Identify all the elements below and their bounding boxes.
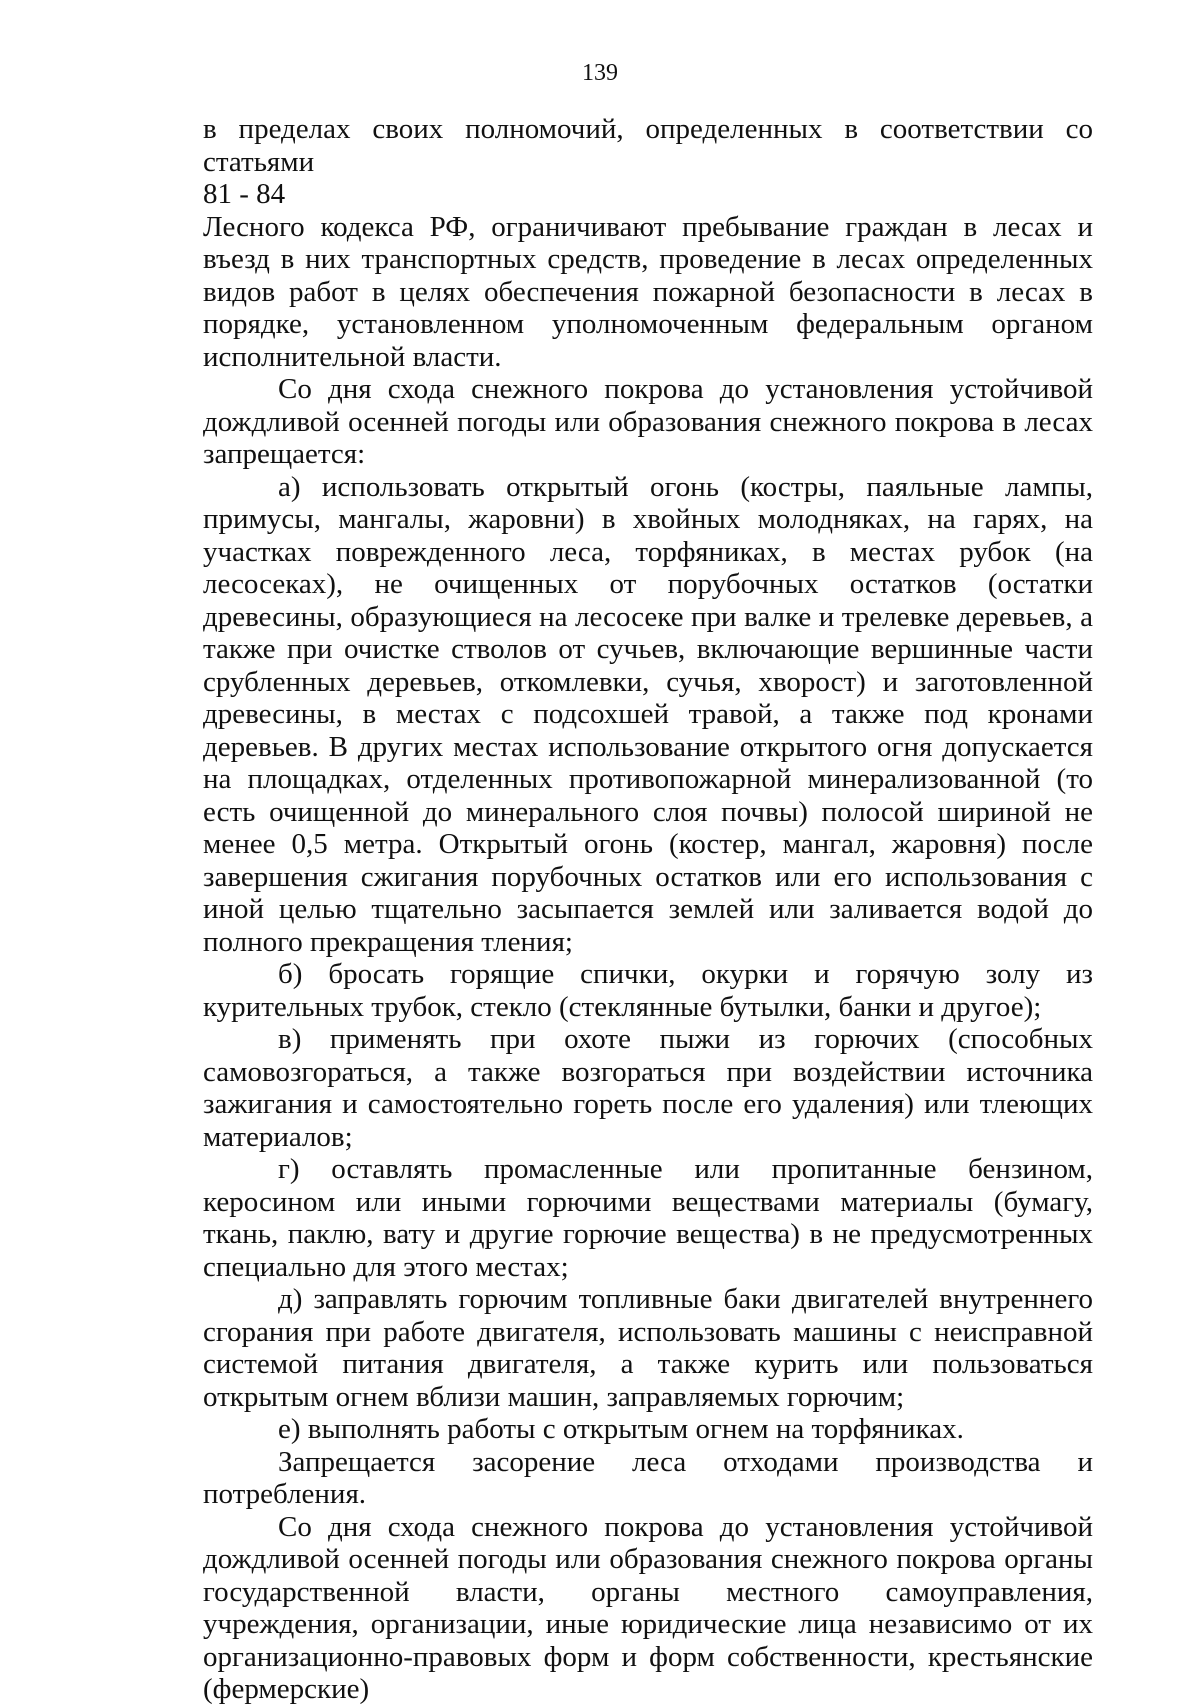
list-item-e: е) выполнять работы с открытым огнем на торфяниках. [278,1413,964,1445]
paragraph: Запрещается засорение леса отходами производства и потребления. [203,1445,1093,1510]
page-number: 139 [582,60,618,86]
paragraph-continuation [203,113,1093,211]
list-item-a: а) использовать открытый огонь (костры, паяльные лампы, примусы, мангалы, жаровни) в хвойных молодняках, на гарях, на участках поврежденного леса, торфяниках, в местах рубок (на лесосеках), не очищенных от порубочных остатков (остатки древесины, образующиеся на лесосеке при валке и трелевке деревьев, а также при очистке стволов от сучьев, включающие вершинные части срубленных деревьев, откомлевки, сучья, хворост) и заготовленной древесины, в местах с подсохшей травой, а также под кронами деревьев. В других местах использование открытого огня допускается на площадках, отделенных противопожарной минерализованной (то есть очищенной до минерального слоя почвы) полосой шириной не менее 0,5 метра. Открытый огонь (костер, мангал, жаровня) после завершения сжигания порубочных остатков или его использования с иной целью тщательно засыпается землей или заливается водой до полного прекращения тления; [203,470,1093,958]
list-item-v: в) применять при охоте пыжи из горючих (способных самовозгораться, а также возгораться при воздействии источника зажигания и самостоятельно гореть после его удаления) или тлеющих материалов; [203,1023,1093,1153]
list-item-d: д) заправлять горючим топливные баки двигателей внутреннего сгорания при работе двигателя, использовать машины с неисправной системой питания двигателя, а также курить или пользоваться открытым огнем вблизи машин, заправляемых горючим; [203,1283,1093,1413]
body-text [203,113,1093,1706]
text-line: в пределах своих полномочий, определенных в соответствии со статьями [203,113,1093,178]
paragraph: Лесного кодекса РФ, ограничивают пребывание граждан в лесах и въезд в них транспортных средств, проведение в лесах определенных видов работ в целях обеспечения пожарной безопасности в лесах в порядке, установленном уполномоченным федеральным органом исполнительной власти. [203,210,1093,373]
paragraph: Со дня схода снежного покрова до установления устойчивой дождливой осенней погоды или образования снежного покрова в лесах запрещается: [203,373,1093,470]
paragraph: Со дня схода снежного покрова до установления устойчивой дождливой осенней погоды или образования снежного покрова органы государственной власти, органы местного самоуправления, учреждения, организации, иные юридические лица независимо от их организационно-правовых форм и форм собственности, крестьянские (фермерские) [203,1510,1093,1705]
list-item-g: г) оставлять промасленные или пропитанные бензином, керосином или иными горючими веществами материалы (бумагу, ткань, паклю, вату и другие горючие вещества) в не предусмотренных специально для этого местах; [203,1153,1093,1283]
list-item-b: б) бросать горящие спички, окурки и горячую золу из курительных трубок, стекло (стеклянные бутылки, банки и другое); [203,958,1093,1023]
text-line: 81 - 84 [203,178,286,210]
